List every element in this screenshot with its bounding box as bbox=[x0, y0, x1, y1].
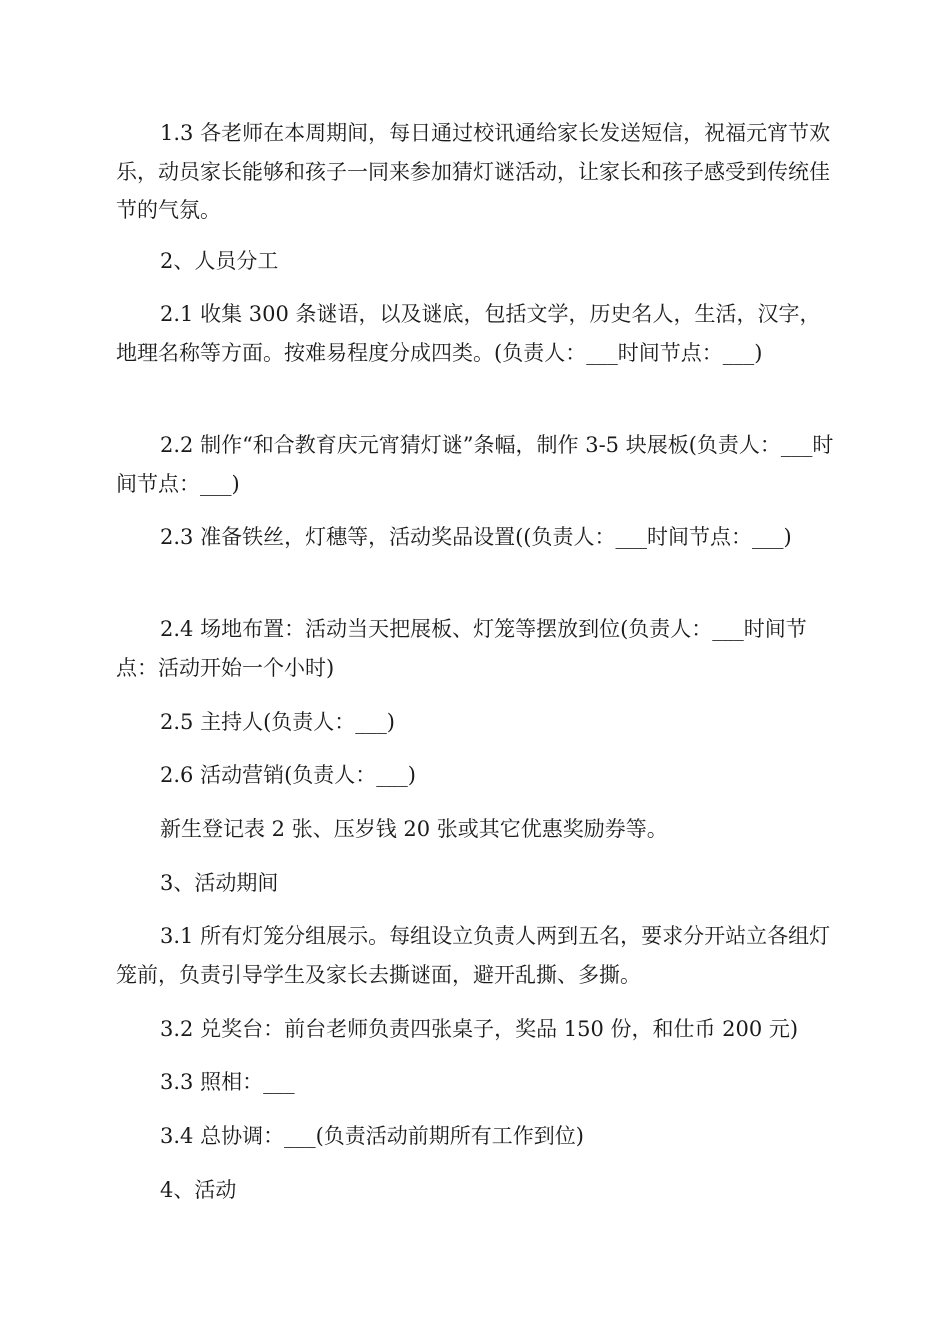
paragraph-1-3: 1.3 各老师在本周期间，每日通过校讯通给家长发送短信，祝福元宵节欢乐，动员家长能够和孩子一同来参加猜灯谜活动，让家长和孩子感受到传统佳节的气氛。 bbox=[116, 121, 831, 222]
paragraph-3-2: 3.2 兑奖台：前台老师负责四张桌子，奖品 150 份，和仕币 200 元) bbox=[160, 1017, 799, 1041]
paragraph-3-3: 3.3 照相：___ bbox=[160, 1070, 295, 1094]
paragraph-2-6: 2.6 活动营销(负责人：___) bbox=[160, 763, 416, 787]
paragraph-3-4: 3.4 总协调：___(负责活动前期所有工作到位) bbox=[160, 1124, 584, 1148]
paragraph-3-1: 3.1 所有灯笼分组展示。每组设立负责人两到五名，要求分开站立各组灯笼前，负责引导学生及家长去撕谜面，避开乱撕、多撕。 bbox=[116, 924, 831, 987]
heading-2-staffing: 2、人员分工 bbox=[160, 249, 279, 273]
heading-3-activity-period: 3、活动期间 bbox=[160, 871, 279, 895]
paragraph-2-5: 2.5 主持人(负责人：___) bbox=[160, 710, 395, 734]
paragraph-new-student-form: 新生登记表 2 张、压岁钱 20 张或其它优惠奖励券等。 bbox=[160, 817, 668, 841]
paragraph-2-2: 2.2 制作“和合教育庆元宵猜灯谜”条幅，制作 3-5 块展板(负责人：___时间节点：___) bbox=[116, 433, 834, 496]
paragraph-2-3: 2.3 准备铁丝，灯穗等，活动奖品设置((负责人：___时间节点：___) bbox=[160, 525, 792, 549]
paragraph-2-1: 2.1 收集 300 条谜语，以及谜底，包括文学，历史名人，生活，汉字，地理名称等方面。按难易程度分成四类。(负责人：___时间节点：___) bbox=[116, 302, 821, 365]
paragraph-2-4: 2.4 场地布置：活动当天把展板、灯笼等摆放到位(负责人：___时间节点：活动开始一个小时) bbox=[116, 617, 807, 680]
heading-4-activity: 4、活动 bbox=[160, 1178, 237, 1202]
